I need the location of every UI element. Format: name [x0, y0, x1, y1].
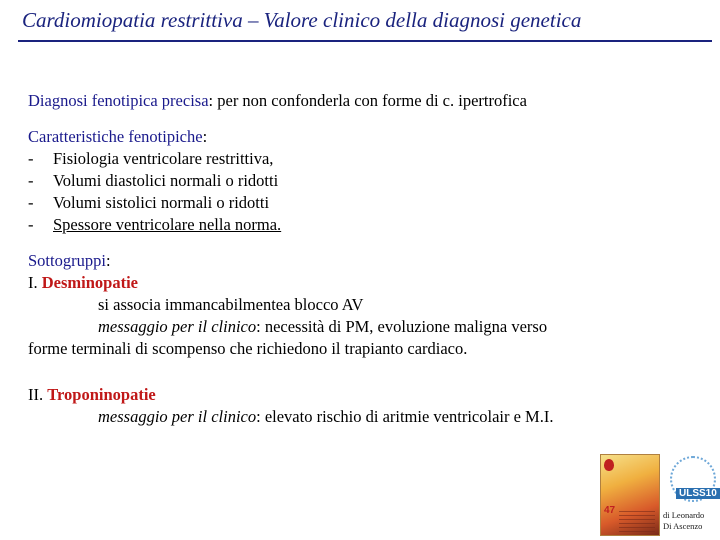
subgroup-detail: si associa immancabilmentea blocco AV	[98, 295, 364, 314]
clinician-message	[28, 316, 698, 338]
list-item-text: Spessore ventricolare nella norma.	[53, 215, 282, 234]
clinician-message	[28, 406, 698, 428]
list-item	[28, 148, 698, 170]
author-line-2: Di Ascenzo	[663, 521, 703, 531]
diagnosi-text: : per non confonderla con forme di c. ipertrofica	[208, 91, 527, 110]
clinician-message-continuation: forme terminali di scompenso che richiedono il trapianto cardiaco.	[28, 339, 468, 358]
bullet-dash: -	[28, 171, 34, 190]
poster-text-lines	[619, 511, 655, 533]
message-label: messaggio per il clinico	[98, 317, 257, 336]
author-line-1: di Leonardo	[663, 510, 705, 520]
bullet-dash: -	[28, 215, 34, 234]
message-text: : necessità di PM, evoluzione maligna verso	[256, 317, 548, 336]
subgroup-title	[28, 272, 698, 294]
poster-number: 47	[604, 505, 616, 516]
list-item-text: Volumi diastolici normali o ridotti	[53, 171, 279, 190]
sottogruppi-label: Sottogruppi	[28, 251, 106, 270]
caratteristiche-colon: :	[202, 127, 208, 146]
heart-emblem-icon	[604, 459, 614, 471]
sottogruppi-heading	[28, 250, 698, 272]
caratteristiche-label: Caratteristiche fenotipiche	[28, 127, 203, 146]
list-item	[28, 170, 698, 192]
message-text: : elevato rischio di aritmie ventricolair e M.I.	[256, 407, 554, 426]
title-divider	[18, 40, 712, 42]
bullet-dash: -	[28, 149, 34, 168]
author-credit	[663, 510, 704, 532]
list-item-text: Volumi sistolici normali o ridotti	[53, 193, 270, 212]
list-item	[28, 214, 698, 236]
congress-poster-logo	[600, 454, 660, 536]
diagnosi-label: Diagnosi fenotipica precisa	[28, 91, 209, 110]
message-label: messaggio per il clinico	[98, 407, 257, 426]
subgroup-numeral: I.	[28, 273, 42, 292]
list-item-text: Fisiologia ventricolare restrittiva,	[53, 149, 274, 168]
subgroup-name: Desminopatie	[41, 273, 138, 292]
bullet-dash: -	[28, 193, 34, 212]
subgroup-title	[28, 384, 698, 406]
ulss-logo-text: ULSS10	[676, 488, 720, 499]
subgroup-name: Troponinopatie	[47, 385, 156, 404]
caratteristiche-heading	[28, 126, 698, 148]
sottogruppi-colon: :	[105, 251, 111, 270]
subgroup-numeral: II.	[28, 385, 48, 404]
slide-body	[28, 90, 698, 428]
diagnosi-paragraph	[28, 90, 698, 112]
slide-title: Cardiomiopatia restrittiva – Valore clinico della diagnosi genetica	[22, 8, 582, 32]
list-item	[28, 192, 698, 214]
